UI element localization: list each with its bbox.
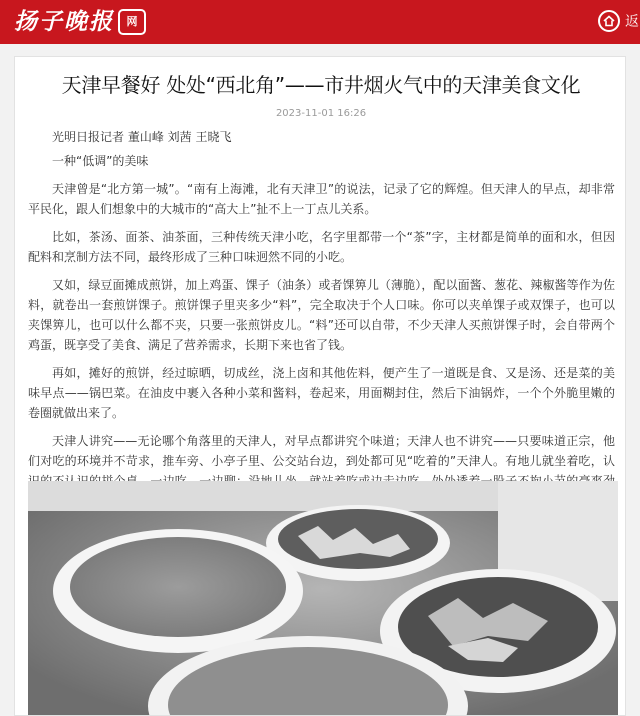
- article-title: 天津早餐好 处处“西北角”——市井烟火气中的天津美食文化: [61, 73, 581, 97]
- article-date: 2023-11-01 16:26: [275, 108, 367, 119]
- logo-badge: 网: [118, 9, 146, 35]
- article-photo: [28, 481, 618, 716]
- paragraph: 天津曾是“北方第一城”。“南有上海滩，北有天津卫”的说法，记录了它的辉煌。但天津人的早点，却非常平民化，跟人们想象中的大城市的“高大上”扯不上一丁点儿关系。: [28, 182, 615, 216]
- paragraph: 又如，绿豆面摊成煎饼，加上鸡蛋、馃子（油条）或者馃箅儿（薄脆），配以面酱、葱花、辣椒酱等作为佐料，就卷出一套煎饼馃子。煎饼馃子里夹多少“料”，完全取决于个人口味。你可以夹单馃子或双馃子，也可以夹馃箅儿，也可以什么都不夹，只要一张煎饼皮儿。“料”还可以自带，不少天津人买煎饼馃子时，会自带两个鸡蛋，既享受了美食、满足了营养需求，长期下来也省了钱。: [28, 278, 615, 352]
- paragraph: 比如，茶汤、面茶、油茶面，三种传统天津小吃，名字里都带一个“茶”字，主材都是简单的面和水，但因配料和烹制方法不同，最终形成了三种口味迥然不同的小吃。: [28, 230, 615, 264]
- home-label: 返: [625, 14, 639, 30]
- site-logo[interactable]: [14, 7, 146, 37]
- paragraph: 再如，摊好的煎饼，经过晾晒，切成丝，浇上卤和其他佐料，便产生了一道既是食、又是汤、还是菜的美味早点——锅巴菜。在油皮中裹入各种小菜和酱料，卷起来，用面糊封住，然后下油锅炸，一个个外脆里嫩的卷圈就做出来了。: [28, 366, 615, 420]
- article-card: [14, 56, 626, 716]
- home-icon: [598, 10, 620, 32]
- food-photo-illustration: [28, 481, 618, 716]
- home-button[interactable]: [598, 10, 639, 32]
- top-bar: [0, 0, 640, 44]
- byline: 光明日报记者 董山峰 刘茜 王晓飞: [52, 130, 232, 144]
- article-body: [28, 127, 615, 519]
- paragraph: 天津人讲究——无论哪个角落里的天津人，对早点都讲究个味道；天津人也不讲究——只要味道正宗，他们对吃的环境并不苛求，推车旁、小亭子里、公交站台边，到处都可见“吃着的”天津人。有地儿就坐着吃，认: [28, 434, 615, 468]
- section-heading: 一种“低调”的美味: [52, 154, 149, 168]
- logo-text: 扬子晚报: [14, 8, 114, 35]
